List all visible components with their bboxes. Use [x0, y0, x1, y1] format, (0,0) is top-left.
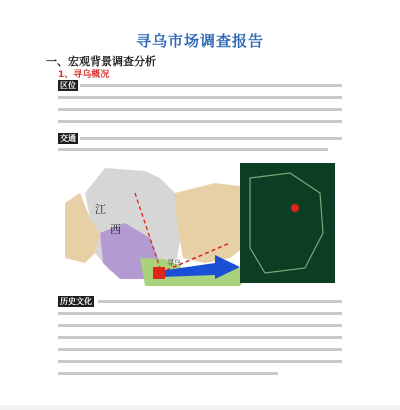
regional-map — [65, 163, 335, 286]
page-footer — [0, 405, 400, 410]
map-label-xi: 西 — [110, 223, 121, 236]
subsection-heading: 1、寻乌概况 — [58, 70, 110, 80]
text-line — [58, 348, 342, 351]
xunwu-marker — [153, 267, 165, 279]
page-title: 寻乌市场调查报告 — [135, 32, 264, 50]
text-line — [58, 120, 342, 123]
map-label-xunwu: 寻乌 — [167, 259, 181, 267]
inset-map — [240, 163, 335, 283]
map-label-jiang: 江 — [95, 203, 106, 216]
text-line — [58, 324, 342, 327]
text-line — [58, 108, 342, 111]
text-line — [98, 300, 342, 303]
text-line — [58, 148, 328, 151]
tag-traffic: 交通 — [60, 134, 76, 143]
text-line — [58, 360, 342, 363]
text-line — [58, 96, 342, 99]
text-line — [80, 137, 342, 140]
text-line — [58, 312, 342, 315]
inset-map-marker — [291, 204, 299, 212]
tag-location: 区位 — [60, 81, 76, 90]
section-heading: 一、宏观背景调查分析 — [46, 55, 156, 68]
text-line — [58, 372, 278, 375]
text-line — [58, 336, 342, 339]
tag-history: 历史文化 — [60, 297, 92, 306]
text-line — [80, 84, 342, 87]
